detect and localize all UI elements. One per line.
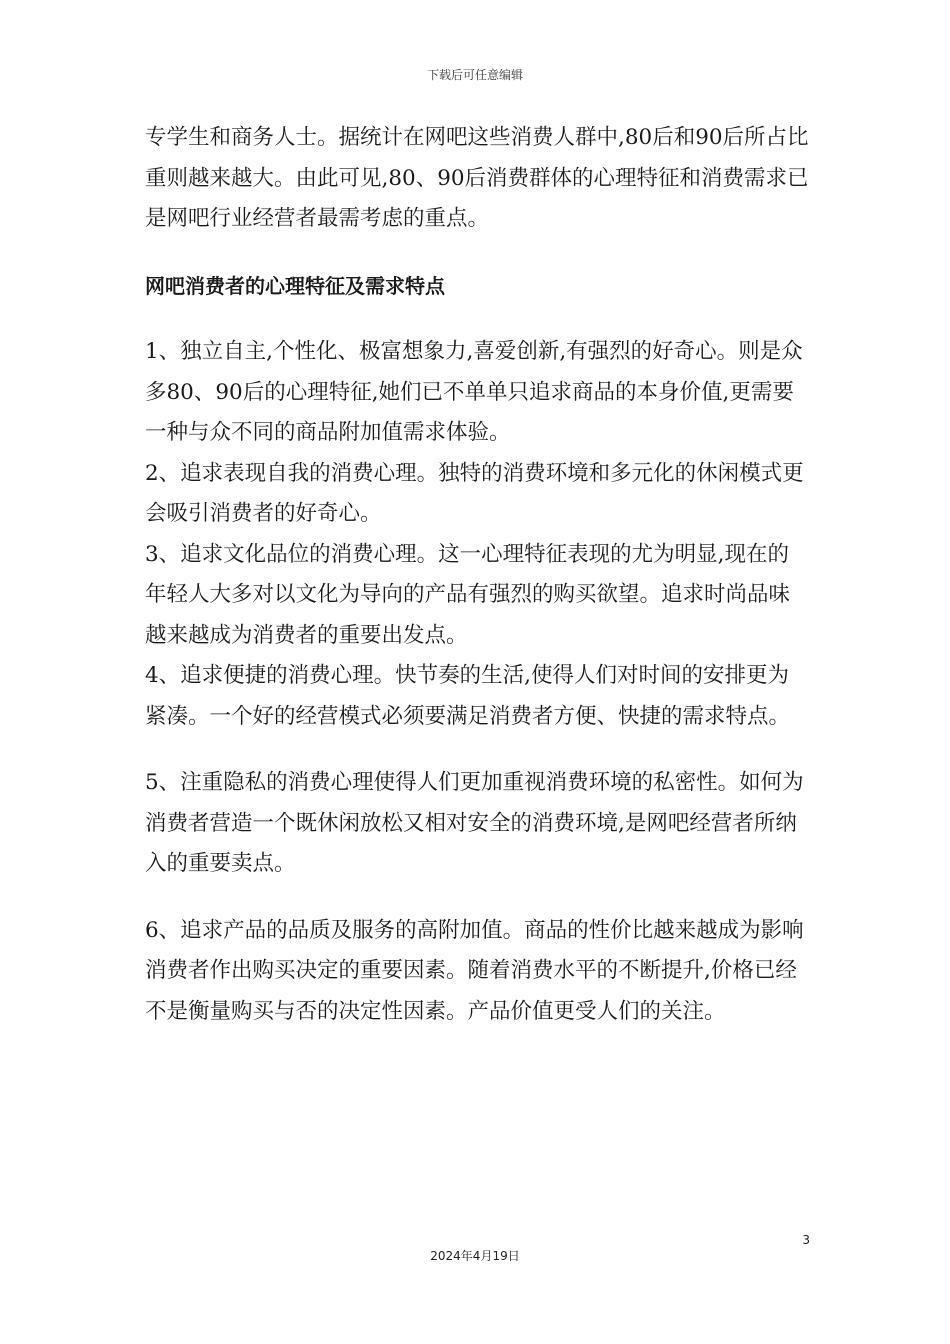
list-item-1: 1、独立自主,个性化、极富想象力,喜爱创新,有强烈的好奇心。则是众多80、90后的心理特征,她们已不单单只追求商品的本身价值,更需要一种与众不同的商品附加值需求体验。	[145, 339, 803, 445]
list-item-4: 4、追求便捷的消费心理。快节奏的生活,使得人们对时间的安排更为紧凑。一个好的经营模式必须要满足消费者方便、快捷的需求特点。	[145, 663, 791, 729]
document-body	[145, 118, 810, 1032]
list-item-3: 3、追求文化品位的消费心理。这一心理特征表现的尤为明显,现在的年轻人大多对以文化为导向的产品有强烈的购买欲望。追求时尚品味越来越成为消费者的重要出发点。	[145, 541, 791, 648]
intro-paragraph: 专学生和商务人士。据统计在网吧这些消费人群中,80后和90后所占比重则越来越大。由此可见,80、90后消费群体的心理特征和消费需求已是网吧行业经营者最需考虑的重点。	[145, 125, 809, 231]
list-item-2: 2、追求表现自我的消费心理。独特的消费环境和多元化的休闲模式更会吸引消费者的好奇心。	[145, 460, 804, 526]
page-number: 3	[802, 1233, 810, 1247]
list-item-6: 6、追求产品的品质及服务的高附加值。商品的性价比越来越成为影响消费者作出购买决定的重要因素。随着消费水平的不断提升,价格已经不是衡量购买与否的决定性因素。产品价值更受人们的关注。	[145, 917, 804, 1024]
section-heading: 网吧消费者的心理特征及需求特点	[145, 273, 445, 298]
page-header: 下载后可任意编辑	[426, 68, 523, 82]
footer-date: 2024年4月19日	[430, 1249, 520, 1263]
list-item-5: 5、注重隐私的消费心理使得人们更加重视消费环境的私密性。如何为消费者营造一个既休闲放松又相对安全的消费环境,是网吧经营者所纳入的重要卖点。	[145, 770, 804, 876]
